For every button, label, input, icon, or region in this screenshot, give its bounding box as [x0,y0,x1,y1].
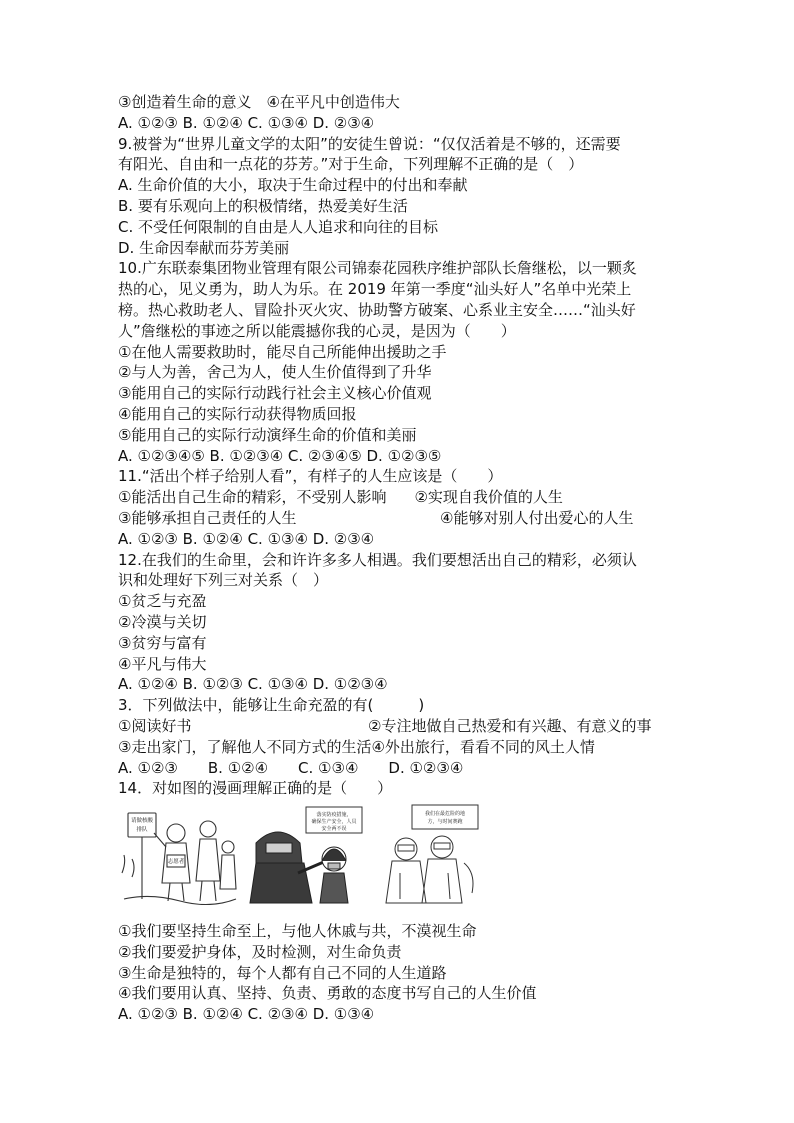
exam-page [118,92,688,1025]
q13-item-1: ①阅读好书 [118,716,192,735]
q14-stem: 14．对如图的漫画理解正确的是（ ） [118,779,393,798]
q9-stem-line-1: 9.被誉为“世界儿童文学的太阳”的安徒生曾说：“仅仅活着是不够的，还需要 [118,134,621,153]
q9-option-b: B. 要有乐观向上的积极情绪，热爱美好生活 [118,196,408,215]
q12-item-4: ④平凡与伟大 [118,654,207,673]
comic-board-line-2: 确保生产安全，人员 [311,819,357,826]
q14-item-3: ③生命是独特的，每个人都有自己不同的人生道路 [118,963,447,982]
q10-item-3: ③能用自己的实际行动践行社会主义核心价值观 [118,384,432,403]
q11-item-1: ①能活出自己生命的精彩，不受别人影响 [118,488,387,507]
comic-volunteer-image [120,803,238,905]
q10-stem-line-1: 10.广东联泰集团物业管理有限公司锦泰花园秩序维护部队长詹继松，以一颗炙 [118,259,637,278]
q12-options: A. ①②④ B. ①②③ C. ①③④ D. ①②③④ [118,675,388,694]
q10-stem-line-4: 人”詹继松的事迹之所以能震撼你我的心灵，是因为（ ） [118,321,516,340]
q9-stem-line-2: 有阳光、自由和一点花的芬芳。”对于生命，下列理解不正确的是（ ） [118,155,584,174]
q11-item-2: ②实现自我价值的人生 [414,488,563,507]
q12-item-3: ③贫穷与富有 [118,633,207,652]
comic-board-line-1: 落实防疫措施， [316,812,352,819]
q8-options: A. ①②③ B. ①②④ C. ①③④ D. ②③④ [118,113,375,132]
q11-items-row-1 [118,487,688,508]
comic-volunteer-badge: 志愿者 [167,859,185,866]
q10-options: A. ①②③④⑤ B. ①②③④ C. ②③④⑤ D. ①②③⑤ [118,446,442,465]
q13-stem: 3．下列做法中，能够让生命充盈的有( ) [118,696,425,715]
comic-strip [118,803,688,907]
q11-item-3: ③能够承担自己责任的人生 [118,508,297,527]
q9-option-a: A. 生命价值的大小，取决于生命过程中的付出和奉献 [118,176,468,195]
q14-item-4: ④我们要用认真、坚持、负责、勇敢的态度书写自己的人生价值 [118,984,537,1003]
comic-board-line-3: 安全两不误 [321,826,347,833]
comic-sign-line-2: 排队 [136,827,148,834]
comic-frontline-image [376,803,486,905]
q12-item-2: ②冷漠与关切 [118,612,207,631]
q11-options: A. ①②③ B. ①②④ C. ①③④ D. ②③④ [118,529,375,548]
q11-stem: 11.“活出个样子给别人看”，有样子的人生应该是（ ） [118,467,503,486]
q10-item-4: ④能用自己的实际行动获得物质回报 [118,404,357,423]
q10-stem-line-3: 榜。热心救助老人、冒险扑灭火灾、协助警方破案、心系业主安全……“汕头好 [118,300,636,319]
q13-items-row-1 [118,716,688,737]
q12-stem-line-2: 识和处理好下列三对关系（ ） [118,571,329,590]
q10-stem-line-2: 热的心，见义勇为，助人为乐。在 2019 年第一季度“汕头好人”名单中光荣上 [118,280,632,299]
comic-board-line-4: 我们在最危险的地 [424,811,466,818]
q14-item-2: ②我们要爱护身体，及时检测，对生命负责 [118,942,402,961]
q9-option-d: D. 生命因奉献而芬芳美丽 [118,238,290,257]
q13-items-row-2: ③走出家门，了解他人不同方式的生活④外出旅行，看看不同的风土人情 [118,737,595,756]
q10-item-2: ②与人为善，舍己为人，使人生价值得到了升华 [118,363,432,382]
q14-options: A. ①②③ B. ①②④ C. ②③④ D. ①③④ [118,1005,375,1024]
comic-sign-line-1: 请做核酸 [130,818,154,825]
q11-item-4: ④能够对别人付出爱心的人生 [440,508,634,527]
q13-item-2: ②专注地做自己热爱和有兴趣、有意义的事 [368,716,652,735]
q8-item-3: ③创造着生命的意义 ④在平凡中创造伟大 [118,93,400,111]
q13-options: A. ①②③ B. ①②④ C. ①③④ D. ①②③④ [118,758,464,777]
q11-items-row-2 [118,508,688,529]
q12-item-1: ①贫乏与充盈 [118,592,207,611]
q10-item-5: ⑤能用自己的实际行动演绎生命的价值和美丽 [118,425,417,444]
comic-board-line-5: 方，与时间赛跑 [427,819,463,826]
q9-option-c: C. 不受任何限制的自由是人人追求和向往的目标 [118,217,439,236]
comic-testing-image [248,803,368,905]
q12-stem-line-1: 12.在我们的生命里，会和许许多多人相遇。我们要想活出自己的精彩，必须认 [118,550,637,569]
q10-item-1: ①在他人需要救助时，能尽自己所能伸出援助之手 [118,342,447,361]
q14-item-1: ①我们要坚持生命至上，与他人休戚与共，不漠视生命 [118,922,477,941]
